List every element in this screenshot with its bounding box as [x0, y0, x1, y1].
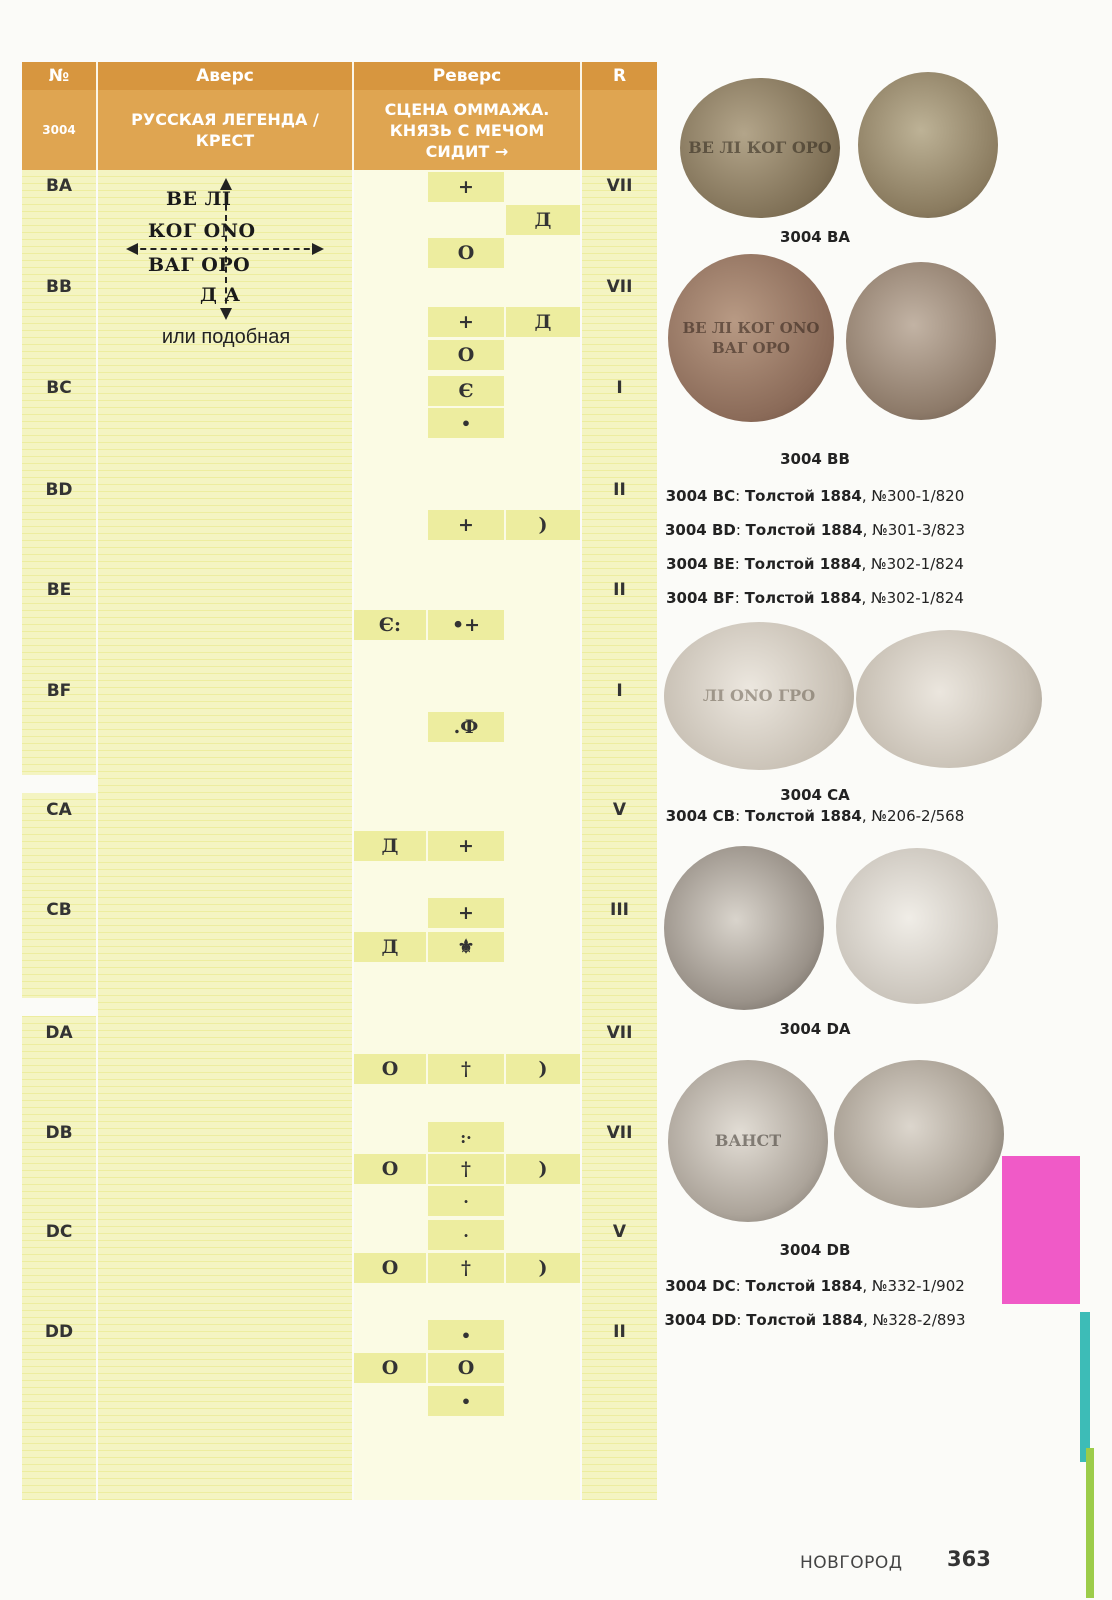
rarity-value: II: [613, 580, 626, 600]
row-code: BE: [46, 580, 72, 600]
row-code: BB: [46, 277, 72, 297]
column-obverse: [98, 170, 352, 1500]
section-tab-teal: [1080, 1312, 1090, 1462]
reverse-mark: :·: [428, 1122, 504, 1152]
coin-photo-bb-obverse: ВЕ ЛІ КОГ ОNО ВАГ ОРО: [668, 254, 834, 422]
reverse-mark: О: [428, 1353, 504, 1383]
reverse-mark: •: [428, 408, 504, 438]
reverse-mark: •: [428, 1320, 504, 1350]
obverse-description: РУССКАЯ ЛЕГЕНДА / КРЕСТ: [98, 90, 354, 170]
header-number: №: [22, 62, 98, 90]
reverse-mark: О: [354, 1154, 426, 1184]
legend-line-2: КОГ ОNО: [148, 220, 256, 242]
reference-dc: 3004 DC: Толстой 1884, №332-1/902: [665, 1277, 965, 1295]
rarity-value: V: [612, 1222, 627, 1242]
coin-photo-da-reverse: [836, 848, 998, 1004]
caption-ca: 3004 CA: [780, 786, 850, 804]
section-tab-green: [1086, 1448, 1094, 1598]
fleur-de-lis-icon: ⚜: [428, 932, 504, 962]
header-obverse: Аверс: [98, 62, 354, 90]
legend-line-4: Д А: [200, 284, 241, 306]
row-code: DC: [45, 1222, 73, 1242]
reverse-mark: О: [354, 1253, 426, 1283]
header-reverse: Реверс: [354, 62, 582, 90]
caption-db: 3004 DB: [779, 1241, 851, 1259]
reverse-mark: †: [428, 1054, 504, 1084]
reverse-mark: О: [354, 1054, 426, 1084]
rarity-value: III: [610, 900, 629, 920]
reverse-mark: ): [506, 1054, 580, 1084]
table-body: [22, 170, 657, 1500]
reference-cb: 3004 CB: Толстой 1884, №206-2/568: [665, 807, 965, 825]
reverse-mark: •: [428, 1386, 504, 1416]
coin-photo-ba-obverse: ВЕ ЛІ КОГ ОРО: [680, 78, 840, 218]
rarity-value: I: [616, 378, 623, 398]
reverse-mark: †: [428, 1253, 504, 1283]
reverse-mark: .Ф: [428, 712, 504, 742]
reverse-mark: •+: [428, 610, 504, 640]
row-code: BF: [46, 681, 72, 701]
reverse-mark: +: [428, 510, 504, 540]
row-code: DB: [45, 1123, 73, 1143]
row-code: BD: [45, 480, 73, 500]
legend-line-3: ВАГ ОРО: [148, 254, 251, 276]
row-code: BC: [46, 378, 72, 398]
reverse-mark: Є:: [354, 610, 426, 640]
reverse-mark: Д: [506, 307, 580, 337]
rarity-value: II: [613, 480, 626, 500]
rarity-value: II: [613, 1322, 626, 1342]
table-header: [22, 62, 657, 90]
section-tab-pink: [1002, 1156, 1080, 1304]
row-code: DA: [45, 1023, 73, 1043]
reverse-mark: ): [506, 1154, 580, 1184]
table-subheader: [22, 90, 657, 170]
rarity-blank: [582, 90, 657, 170]
coin-photo-bb-reverse: [846, 262, 996, 420]
reverse-mark: О: [428, 340, 504, 370]
caption-ba: 3004 BA: [779, 228, 850, 246]
type-number: 3004: [22, 90, 98, 170]
reference-bf: 3004 BF: Толстой 1884, №302-1/824: [666, 589, 964, 607]
reverse-mark: Д: [506, 205, 580, 235]
page-number: 363: [947, 1547, 991, 1571]
reverse-description: СЦЕНА ОММАЖА. КНЯЗЬ С МЕЧОМ СИДИТ →: [354, 90, 582, 170]
reverse-mark: Д: [354, 932, 426, 962]
footer-section-name: НОВГОРОД: [800, 1553, 903, 1573]
reference-bc: 3004 BC: Толстой 1884, №300-1/820: [665, 487, 965, 505]
obverse-legend-cross: [126, 178, 326, 368]
reverse-mark: О: [354, 1353, 426, 1383]
reverse-mark: Д: [354, 831, 426, 861]
rarity-value: V: [612, 800, 627, 820]
coin-photo-ca-obverse: ЛІ ОNО ГРО: [664, 622, 854, 770]
reverse-mark: +: [428, 898, 504, 928]
rarity-value: VII: [606, 176, 633, 196]
reverse-mark: +: [428, 307, 504, 337]
caption-bb: 3004 BB: [780, 450, 850, 468]
row-code: CA: [46, 800, 72, 820]
group-gap: [22, 998, 98, 1016]
rarity-value: VII: [606, 277, 633, 297]
row-code: CB: [46, 900, 72, 920]
rarity-value: I: [616, 681, 623, 701]
reverse-mark: Є: [428, 376, 504, 406]
coin-photo-db-reverse: [834, 1060, 1004, 1208]
reverse-mark: †: [428, 1154, 504, 1184]
reverse-mark: ·: [428, 1220, 504, 1250]
header-rarity: R: [582, 62, 657, 90]
reverse-mark: +: [428, 831, 504, 861]
reverse-mark: О: [428, 238, 504, 268]
column-number: [22, 170, 96, 1500]
coin-photo-ba-reverse: [858, 72, 998, 218]
column-rarity: [582, 170, 657, 1500]
reverse-mark: +: [428, 172, 504, 202]
coin-photo-db-obverse: ВАНСТ: [668, 1060, 828, 1222]
legend-line-1: ВЕ ЛІ: [166, 188, 232, 210]
reference-dd: 3004 DD: Толстой 1884, №328-2/893: [664, 1311, 966, 1329]
reference-bd: 3004 BD: Толстой 1884, №301-3/823: [664, 521, 965, 539]
rarity-value: VII: [606, 1023, 633, 1043]
row-code: DD: [44, 1322, 74, 1342]
row-code: BA: [45, 176, 73, 196]
group-gap: [22, 775, 98, 793]
reverse-mark: ): [506, 1253, 580, 1283]
rarity-value: VII: [606, 1123, 633, 1143]
reverse-mark: ·: [428, 1186, 504, 1216]
coin-photo-da-obverse: [664, 846, 824, 1010]
reverse-mark: ): [506, 510, 580, 540]
coin-photo-ca-reverse: [856, 630, 1042, 768]
reference-be: 3004 BE: Толстой 1884, №302-1/824: [666, 555, 964, 573]
legend-note: или подобная: [161, 326, 291, 348]
caption-da: 3004 DA: [779, 1020, 851, 1038]
